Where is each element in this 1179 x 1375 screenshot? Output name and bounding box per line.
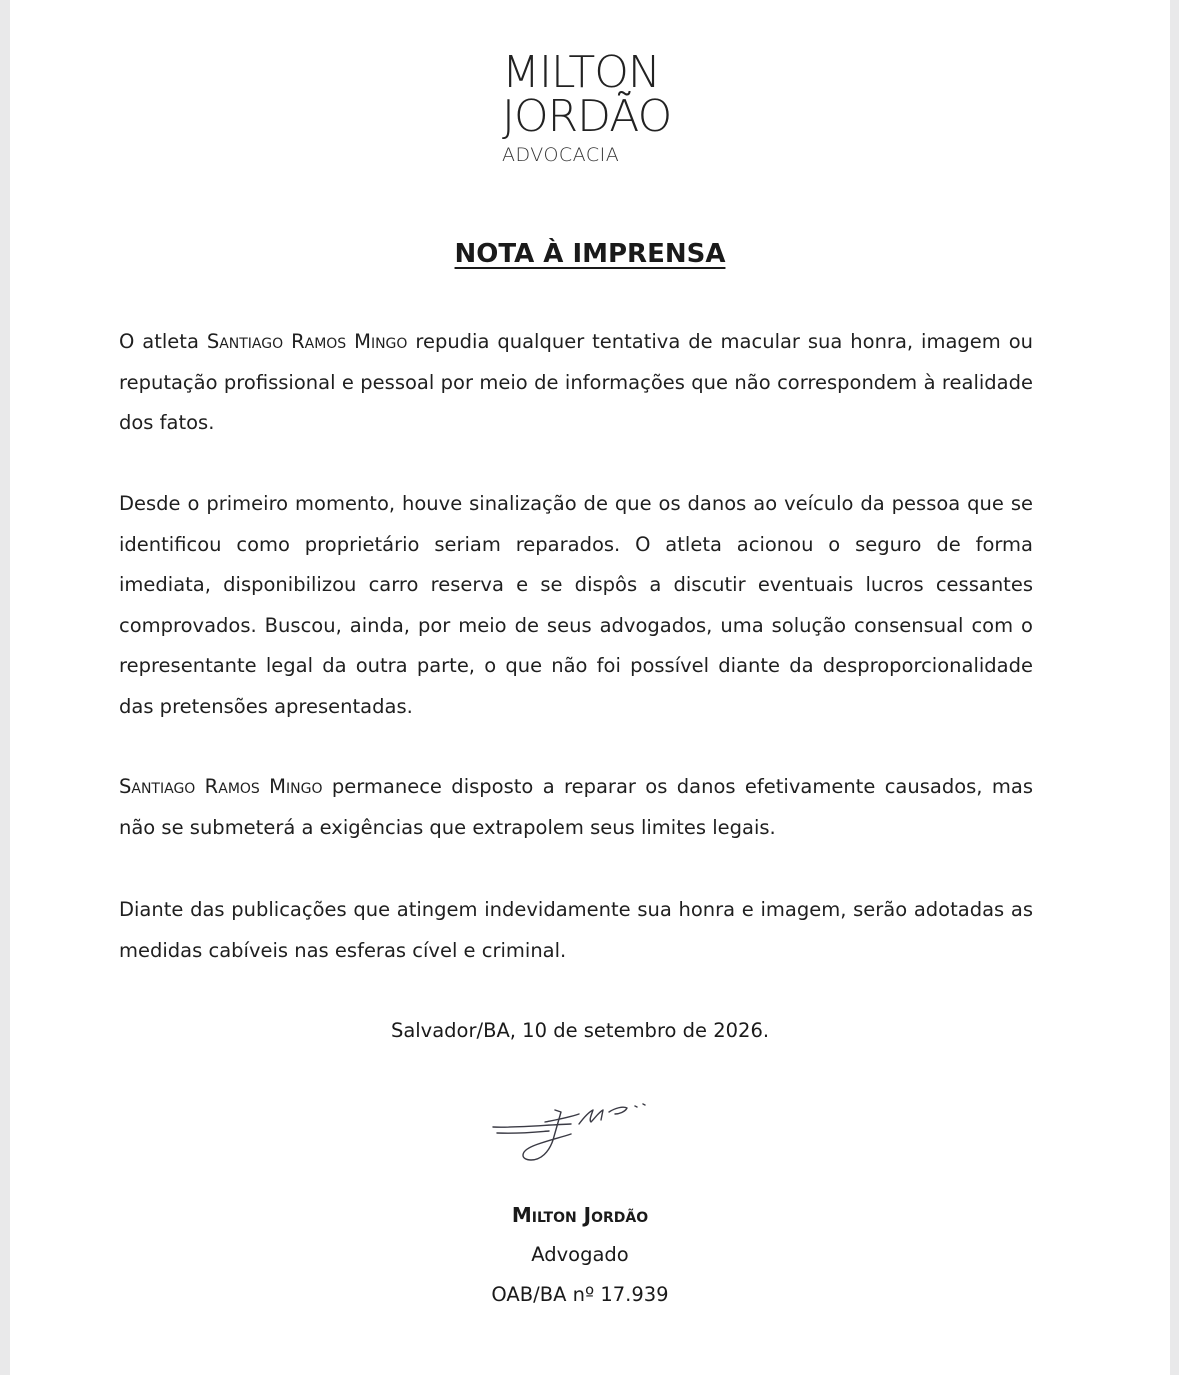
logo-line-1: MILTON xyxy=(502,47,660,98)
logo-line-2: JORDÃO xyxy=(502,91,672,142)
paragraph-4: Diante das publicações que atingem indevidamente sua honra e imagem, serão adotadas as medidas cabíveis nas esferas cível e criminal. xyxy=(119,898,1033,962)
paragraph-2: Desde o primeiro momento, houve sinalização de que os danos ao veículo da pessoa que se identificou como proprietário seriam reparados. O atleta acionou o seguro de forma imediata, disponibilizou carro reserva e se dispôs a discutir eventuais lucros cessantes comprovados. Buscou, ainda, por meio de seus advogados, uma solução consensual com o representante legal da outra parte, o que não foi possível diante da desproporcionalidade das pretensões apresentadas. xyxy=(119,492,1033,718)
firm-logo xyxy=(490,48,730,178)
signatory-name: Milton Jordão xyxy=(511,1203,649,1227)
athlete-name: Santiago Ramos Mingo xyxy=(119,775,323,798)
signatory-role: Advogado xyxy=(531,1243,629,1266)
athlete-name: Santiago Ramos Mingo xyxy=(206,330,408,353)
page-title xyxy=(10,237,1170,271)
signatory-block xyxy=(10,1195,1150,1315)
paragraph-1 xyxy=(119,322,1033,444)
signatory-registration: OAB/BA nº 17.939 xyxy=(491,1283,669,1306)
paragraph-3 xyxy=(119,767,1033,848)
paragraph-1-rest: repudia qualquer tentativa de macular sua honra, imagem ou reputação profissional e pessoal por meio de informações que não correspondem à realidade dos fatos. xyxy=(119,330,1033,434)
handwritten-signature xyxy=(475,1090,675,1170)
paragraph-3-rest: permanece disposto a reparar os danos efetivamente causados, mas não se submeterá a exigências que extrapolem seus limites legais. xyxy=(119,775,1033,839)
document-date: Salvador/BA, 10 de setembro de 2026. xyxy=(390,1019,770,1042)
document-page xyxy=(10,0,1170,1375)
paragraph-1-lead: O atleta xyxy=(119,330,207,353)
logo-line-3: ADVOCACIA xyxy=(502,144,620,166)
page-title-text: NOTA À IMPRENSA xyxy=(454,239,726,269)
